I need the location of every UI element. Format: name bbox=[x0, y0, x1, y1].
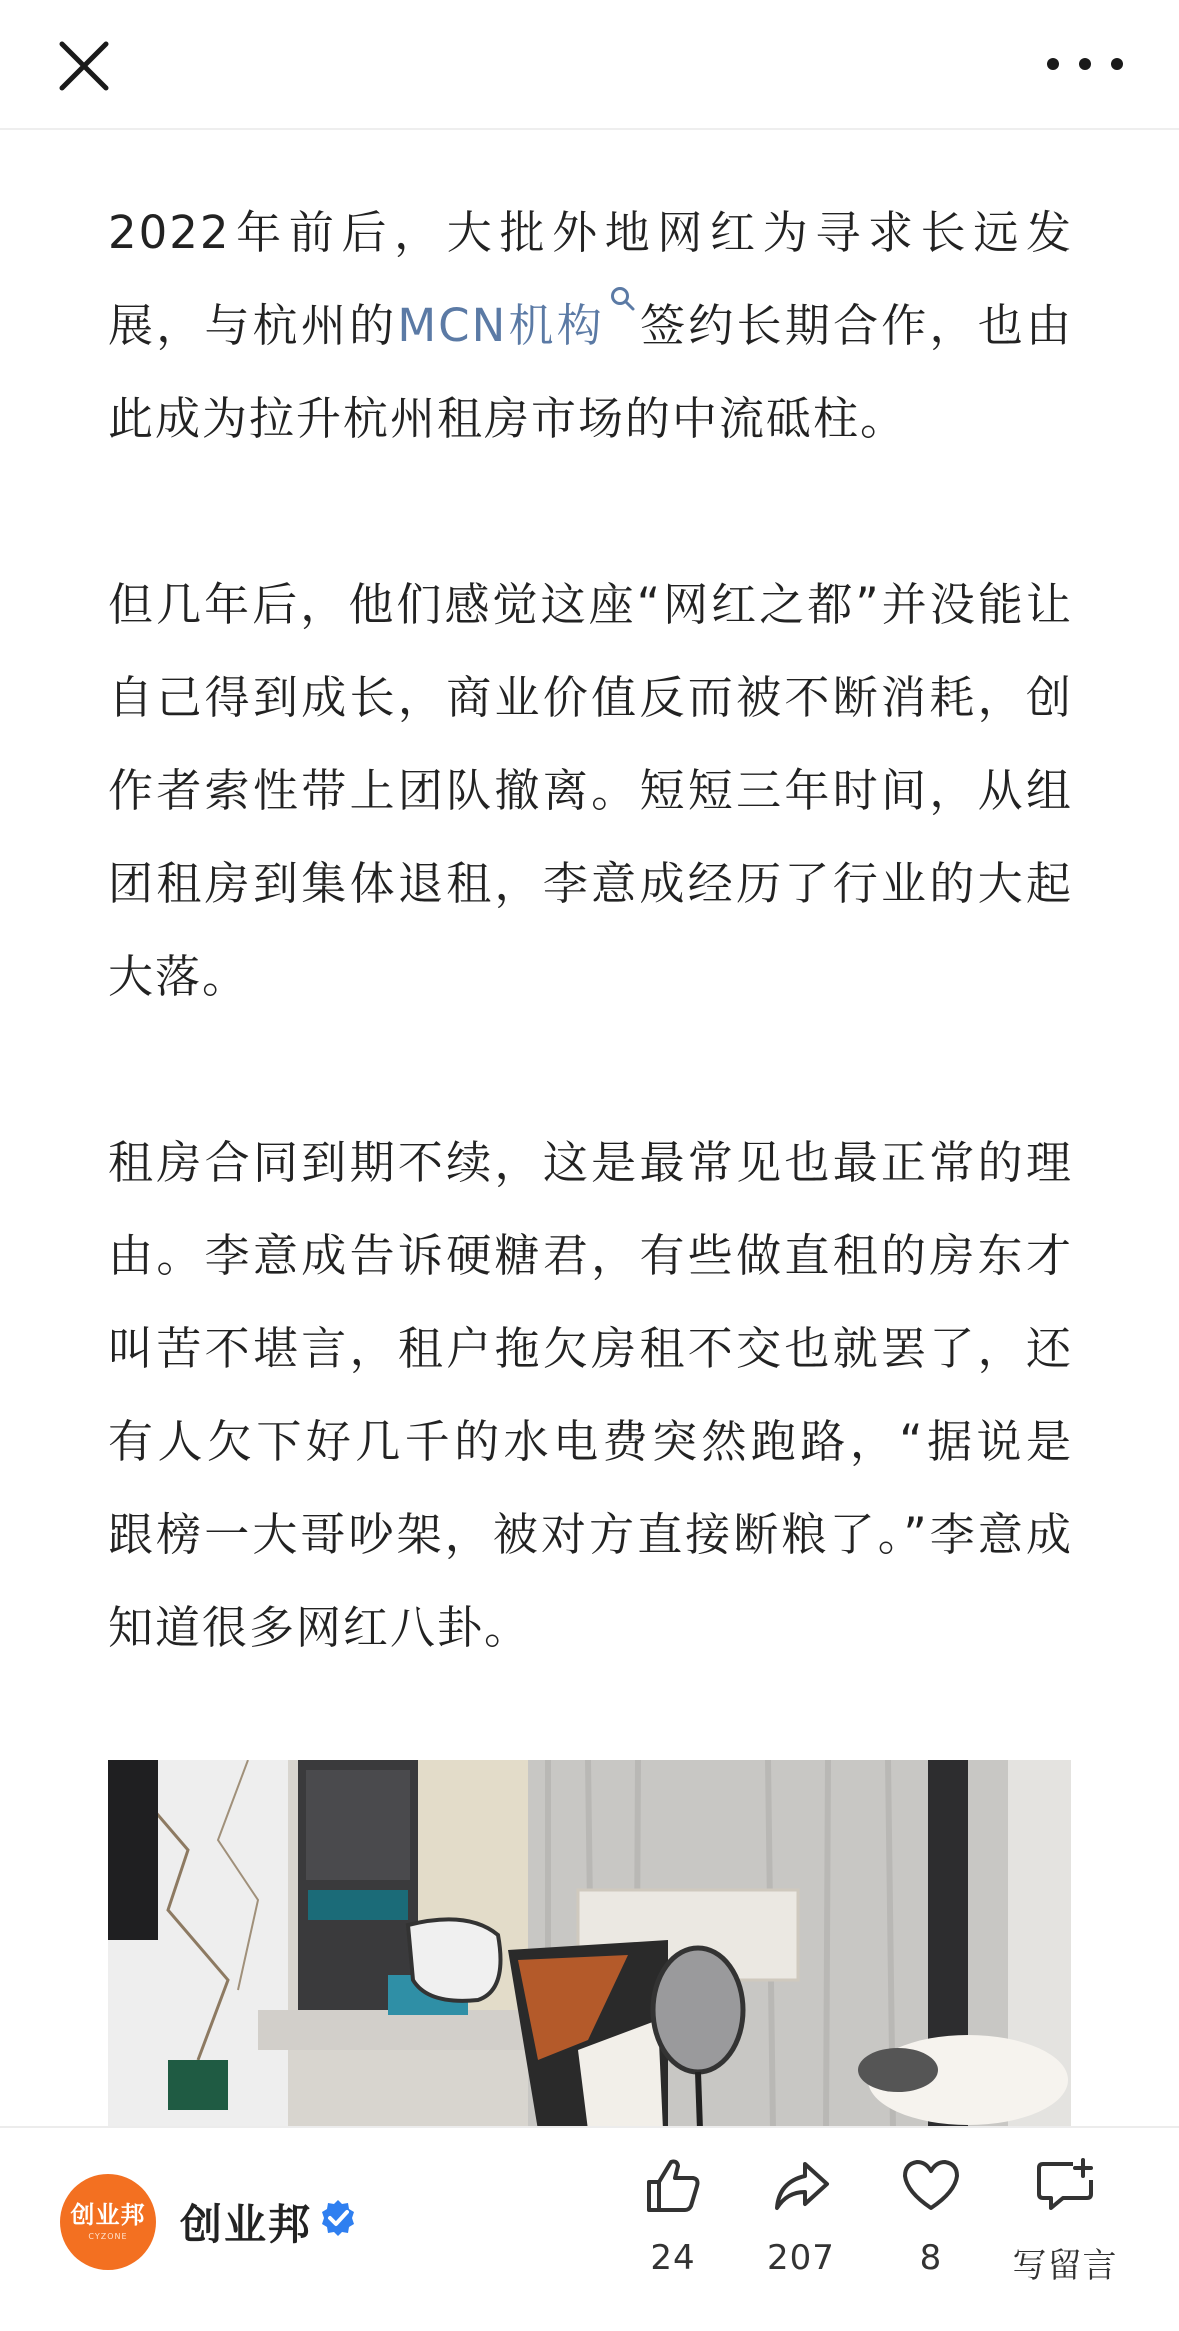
search-icon bbox=[609, 285, 637, 313]
comment-add-icon bbox=[1033, 2154, 1097, 2218]
article-photo[interactable] bbox=[108, 1760, 1071, 2130]
paragraph-text: 签约长期合作，也由此成为拉升杭州租房市场的中流砥柱。 bbox=[108, 299, 1073, 445]
article-paragraph-3: 租房合同到期不续，这是最常见也最正常的理由。李意成告诉硬糖君，有些做直租的房东才叫苦不堪言，租户拖欠房租不交也就罢了，还有人欠下好几千的水电费突然跑路，“据说是跟榜一大哥吵架，被对方直接断粮了。”李意成知道很多网红八卦。 bbox=[108, 1136, 1073, 1654]
paragraph-text: 2022年前后，大批外地网红为寻求长远发展，与杭州的 bbox=[108, 206, 1073, 352]
share-arrow-icon bbox=[769, 2154, 833, 2218]
heart-icon bbox=[899, 2154, 963, 2218]
more-icon bbox=[1031, 22, 1139, 110]
thumbs-up-icon bbox=[641, 2154, 705, 2218]
more-button[interactable] bbox=[1031, 22, 1139, 110]
avatar-text: 创业邦 bbox=[70, 2201, 146, 2229]
like-button[interactable] bbox=[608, 2154, 738, 2314]
top-bar bbox=[0, 0, 1179, 130]
like-count: 24 bbox=[650, 2238, 696, 2278]
favorite-count: 8 bbox=[919, 2238, 943, 2278]
article-paragraph-2: 但几年后，他们感觉这座“网红之都”并没能让自己得到成长，商业价值反而被不断消耗，创作者索性带上团队撤离。短短三年时间，从组团租房到集体退租，李意成经历了行业的大起大落。 bbox=[108, 578, 1073, 1003]
account-avatar[interactable] bbox=[60, 2174, 156, 2270]
verified-badge-icon bbox=[318, 2198, 358, 2238]
write-comment-label: 写留言 bbox=[1012, 2246, 1118, 2286]
mcn-search-link[interactable] bbox=[397, 299, 639, 352]
share-count: 207 bbox=[767, 2238, 835, 2278]
write-comment-button[interactable] bbox=[996, 2154, 1134, 2314]
share-button[interactable] bbox=[736, 2154, 866, 2314]
room-photo-illustration bbox=[108, 1760, 1071, 2130]
favorite-button[interactable] bbox=[866, 2154, 996, 2314]
account-name[interactable]: 创业邦 bbox=[180, 2200, 313, 2249]
article-paragraph-1 bbox=[108, 186, 1073, 465]
article-body bbox=[108, 186, 1073, 1767]
close-icon bbox=[40, 22, 128, 110]
bottom-action-bar bbox=[0, 2126, 1179, 2331]
close-button[interactable] bbox=[40, 22, 128, 110]
link-text: MCN机构 bbox=[397, 299, 605, 352]
avatar-subtext: CYZONE bbox=[88, 2232, 128, 2241]
